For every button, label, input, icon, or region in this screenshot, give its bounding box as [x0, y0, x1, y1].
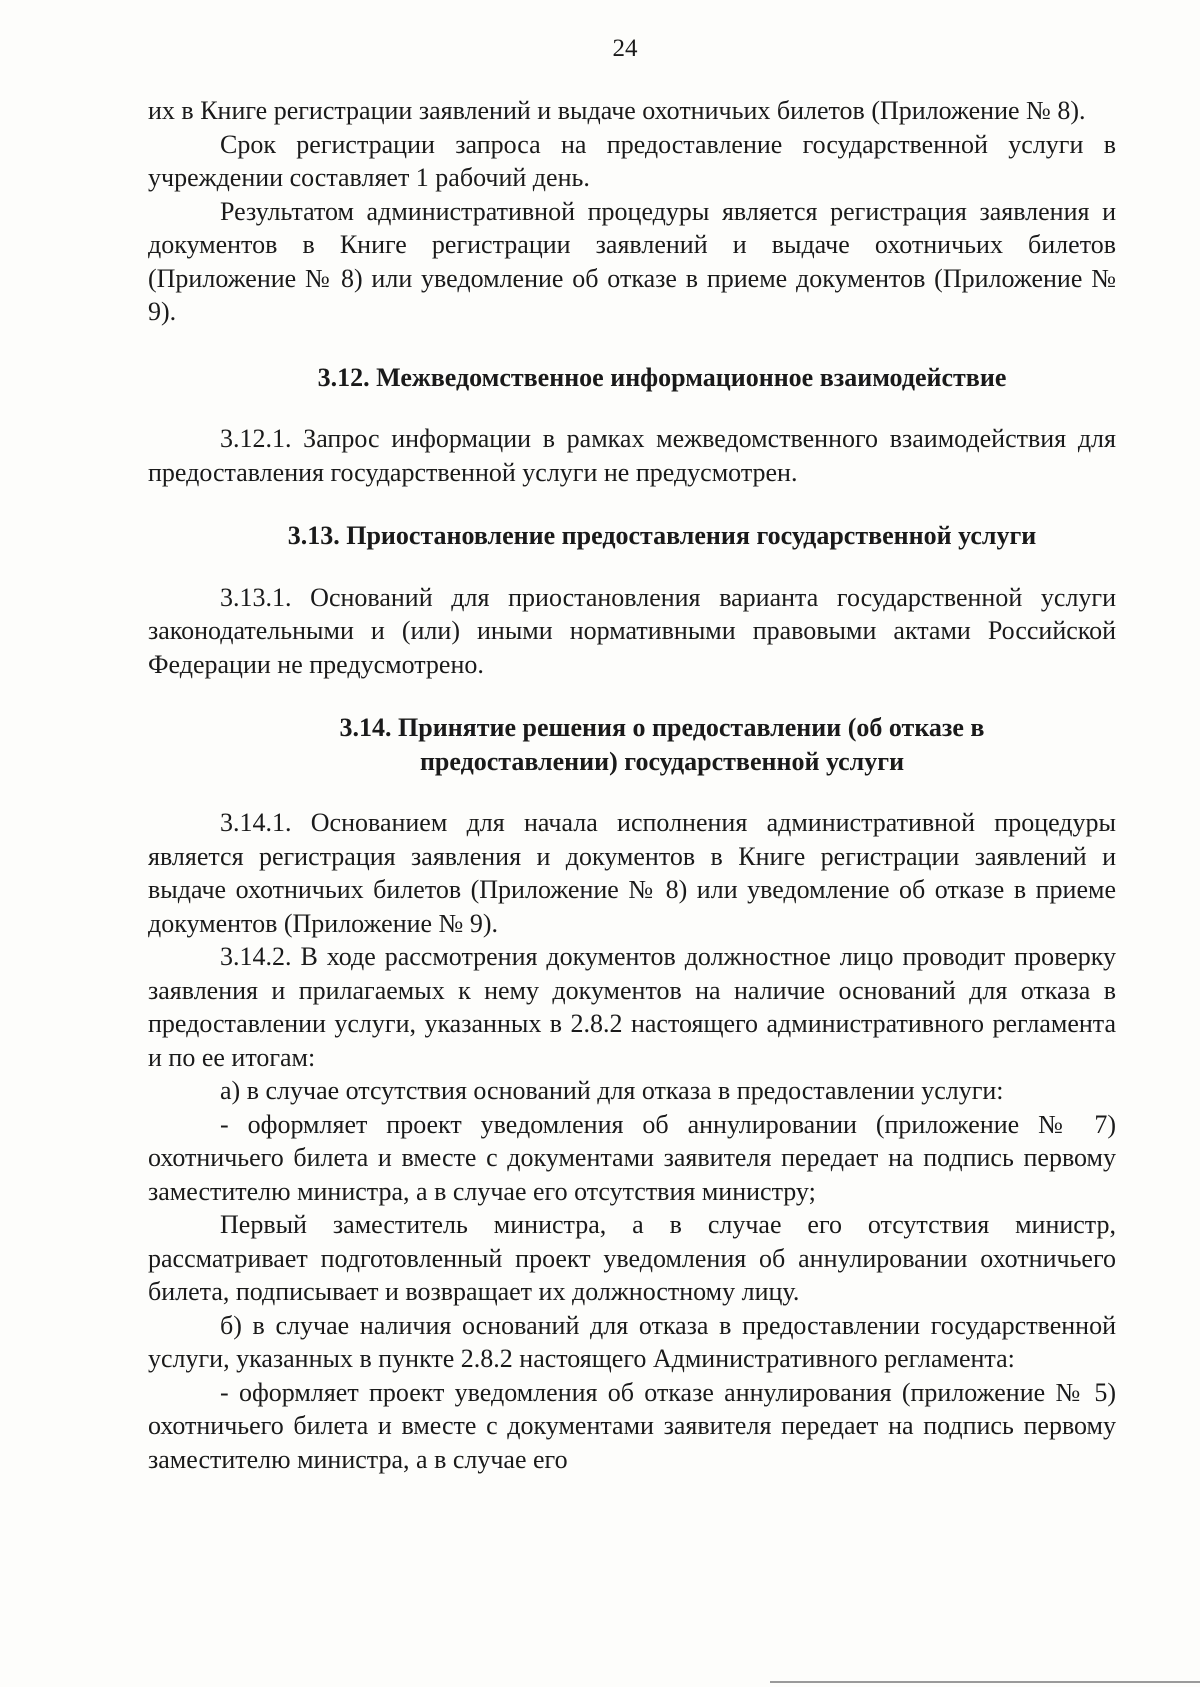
- paragraph-case-b-action: - оформляет проект уведомления об отказе аннулирования (приложение № 5) охотничьего билета и вместе с документами заявителя передает на подпись первому заместителю министра, а в случае его: [148, 1377, 1116, 1474]
- paragraph-3-13-1: 3.13.1. Оснований для приостановления варианта государственной услуги законодательными и (или) иными нормативными правовыми актами Российской Федерации не предусмотрено.: [148, 582, 1116, 679]
- section-heading-3-14-line1: 3.14. Принятие решения о предоставлении (об отказе в: [339, 713, 985, 742]
- paragraph-case-a-action: - оформляет проект уведомления об аннулировании (приложение № 7) охотничьего билета и вместе с документами заявителя передает на подпись первому заместителю министра, а в случае его отсутствия министру;: [148, 1109, 1116, 1206]
- paragraph-first-deputy: Первый заместитель министра, а в случае его отсутствия министр, рассматривает подготовленный проект уведомления об аннулировании охотничьего билета, подписывает и возвращает их должностному лицу.: [148, 1210, 1116, 1306]
- document-body: [148, 94, 1116, 1476]
- paragraph-3-12-1: 3.12.1. Запрос информации в рамках межведомственного взаимодействия для предоставления государственной услуги не предусмотрен.: [148, 424, 1116, 487]
- paragraph-registration-term: Срок регистрации запроса на предоставление государственной услуги в учреждении составляет 1 рабочий день.: [148, 129, 1116, 192]
- section-heading-3-14-line2: предоставлении) государственной услуги: [419, 746, 905, 776]
- section-heading-3-12: 3.12. Межведомственное информационное взаимодействие: [317, 362, 1007, 392]
- scan-edge-rule: [770, 1681, 1200, 1683]
- paragraph-continuation: их в Книге регистрации заявлений и выдаче охотничьих билетов (Приложение № 8).: [148, 96, 1086, 125]
- paragraph-3-14-1: 3.14.1. Основанием для начала исполнения административной процедуры является регистрация заявления и документов в Книге регистрации заявлений и выдаче охотничьих билетов (Приложение № 8) или уведомление об отказе в приеме документов (Приложение № 9).: [148, 808, 1116, 938]
- section-heading-3-13: 3.13. Приостановление предоставления государственной услуги: [287, 521, 1037, 550]
- paragraph-case-b: б) в случае наличия оснований для отказа в предоставлении государственной услуги, указанных в пункте 2.8.2 настоящего Административного регламента:: [148, 1310, 1116, 1373]
- page-number: 24: [612, 35, 638, 62]
- paragraph-3-14-2: 3.14.2. В ходе рассмотрения документов должностное лицо проводит проверку заявления и прилагаемых к нему документов на наличие оснований для отказа в предоставлении услуги, указанных в 2.8.2 настоящего административного регламента и по ее итогам:: [148, 942, 1116, 1072]
- paragraph-procedure-result: Результатом административной процедуры является регистрация заявления и документов в Книге регистрации заявлений и выдаче охотничьих билетов (Приложение № 8) или уведомление об отказе в приеме документов (Приложение № 9).: [148, 196, 1116, 326]
- paragraph-case-a: а) в случае отсутствия оснований для отказа в предоставлении услуги:: [220, 1076, 1004, 1105]
